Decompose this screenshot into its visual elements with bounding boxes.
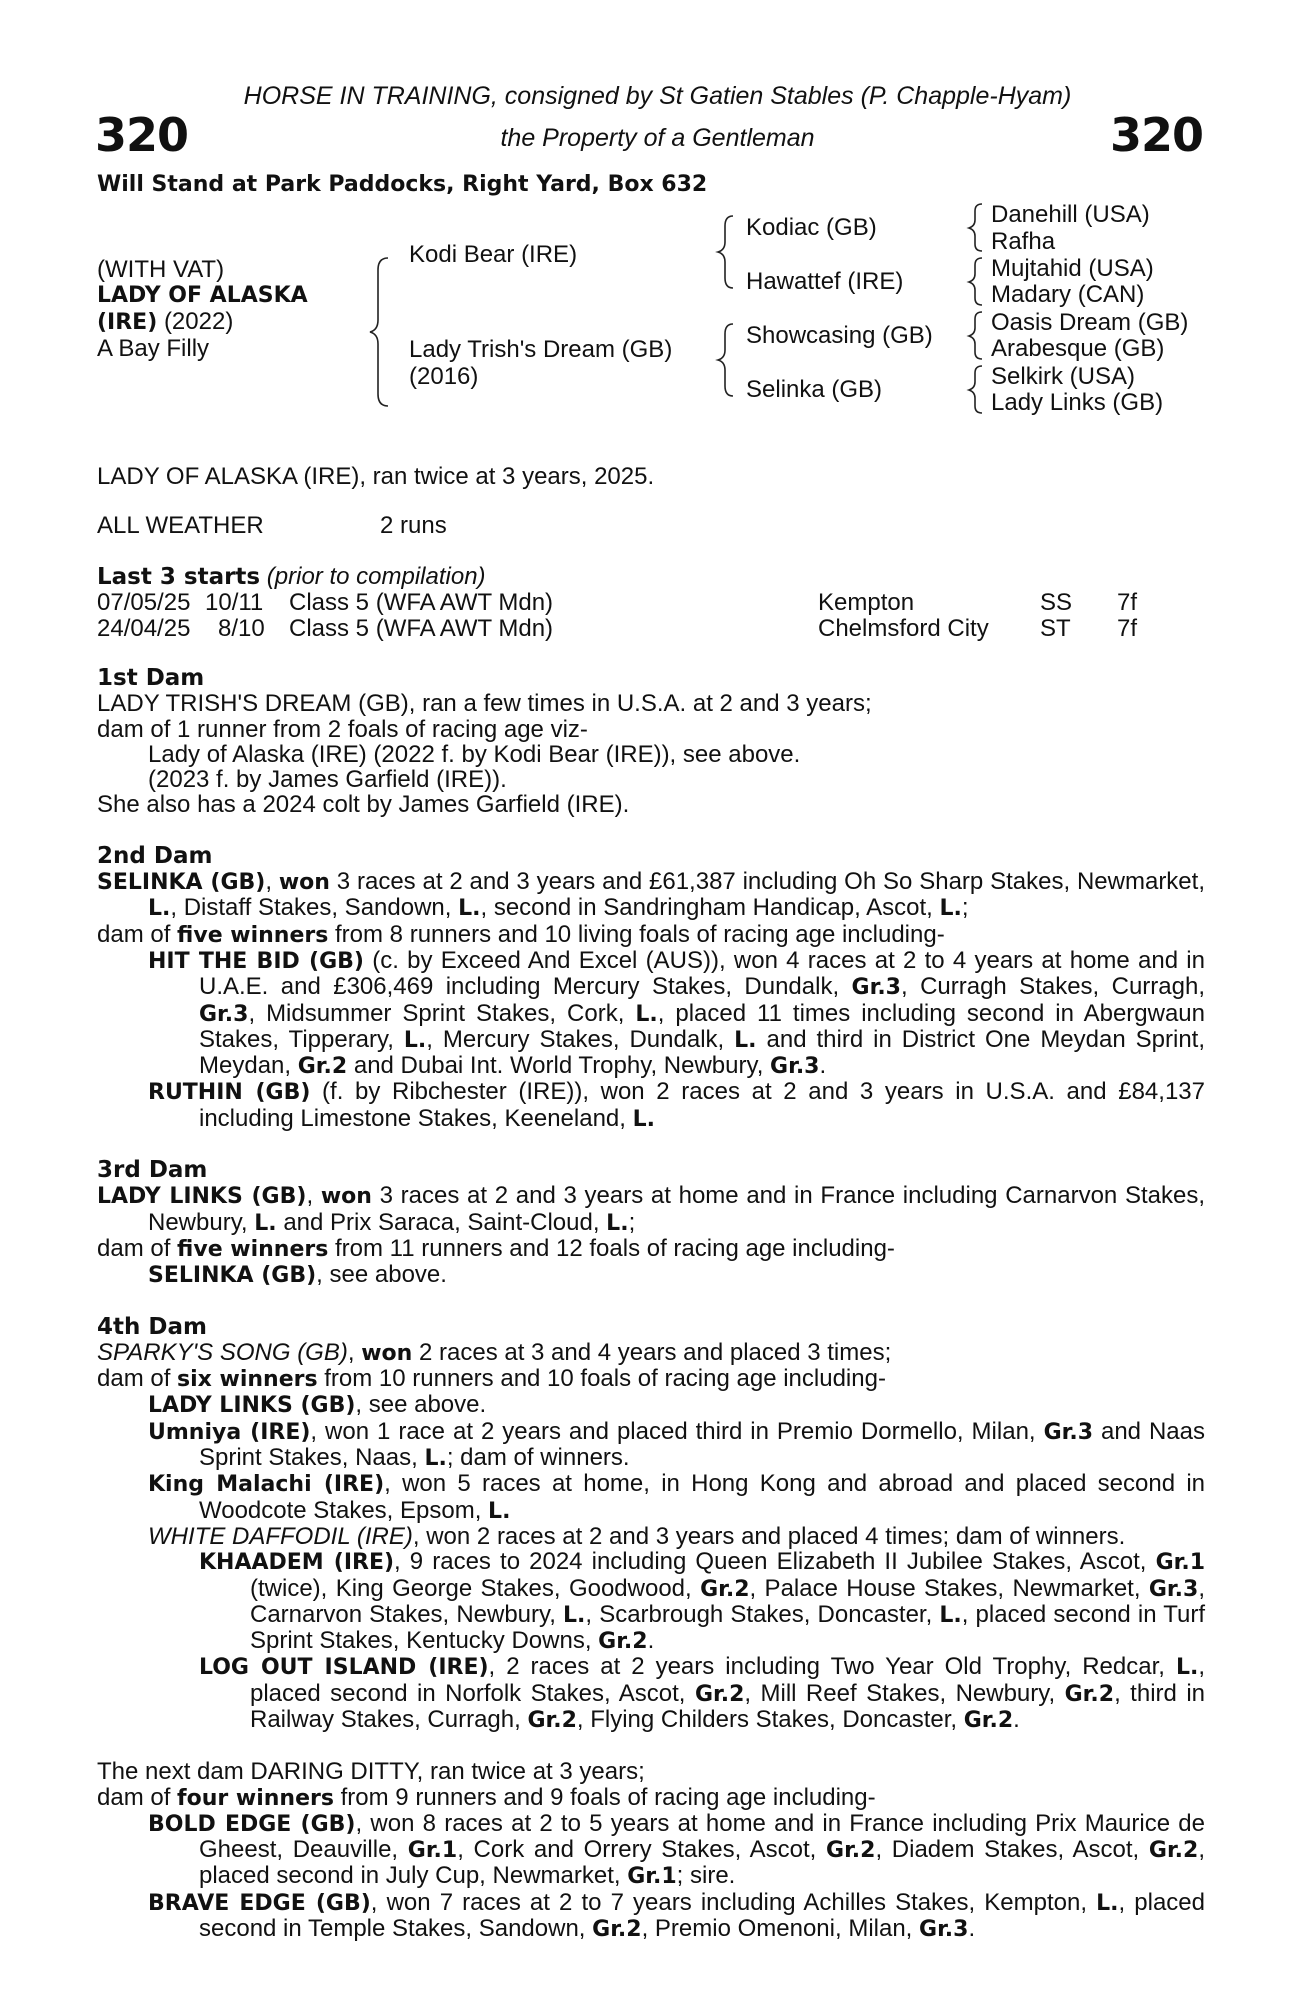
dam3-heading: 3rd Dam [97,1157,208,1184]
horse-description: A Bay Filly [97,335,210,362]
start-race: Class 5 (WFA AWT Mdn) [289,615,554,642]
property-line: the Property of a Gentleman [500,124,815,152]
pedigree-dds: Selkirk (USA) [991,363,1136,390]
dam4-foal-white-daffodil: WHITE DAFFODIL (IRE), won 2 races at 2 and 3 years and placed 4 times; dam of winners. [148,1522,1126,1550]
dam2-foal-hit-the-bid: HIT THE BID (GB) (c. by Exceed And Excel (AUS)), won 4 races at 2 to 4 years at home and in U.A.E. and £306,469 including Mercury Stakes, Dundalk, Gr.3, Curragh Stakes, Curragh, Gr.3, Midsummer Sprint Stakes, Cork, L., placed 11 times including second in Abergwaun Stakes, Tipperary, L., Mercury Stakes, Dundalk, L. and third in District One Meydan Sprint, Meydan, Gr.2 and Dubai Int. World Trophy, Newbury, Gr.3. [148,946,1206,1080]
start-position: 10/11 [205,589,264,616]
pedigree-sds: Mujtahid (USA) [991,255,1154,282]
start-distance: 7f [1117,589,1138,616]
start-distance: 7f [1117,615,1138,642]
last-starts-title: Last 3 starts [97,564,261,590]
start-race: Class 5 (WFA AWT Mdn) [289,589,554,616]
dam2-heading: 2nd Dam [97,842,213,869]
pedigree-sdd: Madary (CAN) [991,281,1145,308]
dam3-record: LADY LINKS (GB), won 3 races at 2 and 3 years at home and in France including Carnarvon Stakes, Newbury, L. and Prix Saraca, Saint-Cloud, L.; [97,1182,1206,1236]
dam4-foal-lady-links: LADY LINKS (GB), see above. [148,1391,487,1419]
pedigree-dam: Lady Trish's Dream (GB) [409,336,673,363]
start-course: Chelmsford City [818,615,989,642]
start-going: ST [1040,615,1071,642]
dam4-grandfoal-log-out-island: LOG OUT ISLAND (IRE), 2 races at 2 years including Two Year Old Trophy, Redcar, L., placed second in Norfolk Stakes, Ascot, Gr.2, Mill Reef Stakes, Newbury, Gr.2, third in Railway Stakes, Curragh, Gr.2, Flying Childers Stakes, Doncaster, Gr.2. [199,1653,1206,1733]
dam4-foal-king-malachi: King Malachi (IRE), won 5 races at home, in Hong Kong and abroad and placed second in Woodcote Stakes, Epsom, L. [148,1470,1206,1524]
dam4-grandfoal-khaadem: KHAADEM (IRE), 9 races to 2024 including Queen Elizabeth II Jubilee Stakes, Ascot, Gr.1 (twice), King George Stakes, Goodwood, Gr.2, Palace House Stakes, Newmarket, Gr.3, Carnarvon Stakes, Newbury, L., Scarbrough Stakes, Doncaster, L., placed second in Turf Sprint Stakes, Kentucky Downs, Gr.2. [199,1548,1206,1655]
dam2-foal-ruthin: RUTHIN (GB) (f. by Ribchester (IRE)), won 2 races at 2 and 3 years in U.S.A. and £84,137 including Limestone Stakes, Keeneland, L. [148,1078,1205,1132]
pedigree-ssd: Rafha [991,228,1056,255]
family-section [97,666,1205,1942]
pedigree-ddd: Lady Links (GB) [991,389,1164,416]
pedigree-sss: Danehill (USA) [991,201,1150,228]
lot-number-left: 320 [95,108,189,162]
next-foal-brave-edge: BRAVE EDGE (GB), won 7 races at 2 to 7 years including Achilles Stakes, Kempton, L., placed second in Temple Stakes, Sandown, Gr.2, Premio Omenoni, Milan, Gr.3. [148,1888,1205,1943]
surface-runs: 2 runs [380,512,447,539]
pedigree-dam-dam: Selinka (GB) [746,376,883,403]
surface-label: ALL WEATHER [97,512,264,539]
pedigree-sire: Kodi Bear (IRE) [409,241,578,268]
dam1-produce: Lady of Alaska (IRE) (2022 f. by Kodi Bear (IRE)), see above. [148,740,801,768]
dam4-foal-umniya: Umniya (IRE), won 1 race at 2 years and placed third in Premio Dormello, Milan, Gr.3 and Naas Sprint Stakes, Naas, L.; dam of winners. [148,1417,1206,1472]
dam1-line: LADY TRISH'S DREAM (GB), ran a few times in U.S.A. at 2 and 3 years; [97,690,872,718]
pedigree-dss: Oasis Dream (GB) [991,309,1189,336]
last-starts-heading [97,564,486,590]
race-summary: LADY OF ALASKA (IRE), ran twice at 3 years, 2025. [97,463,655,490]
dam1-heading: 1st Dam [97,665,205,691]
last-starts-note: (prior to compilation) [266,563,486,590]
start-position: 8/10 [218,615,265,642]
pedigree-sire-sire: Kodiac (GB) [746,214,877,241]
consignor-line: HORSE IN TRAINING, consigned by St Gatien Stables (P. Chapple-Hyam) [243,82,1072,110]
dam2-produce-summary: dam of five winners from 8 runners and 10 living foals of racing age including- [97,920,945,948]
start-date: 24/04/25 [97,615,191,642]
start-course: Kempton [818,589,915,616]
horse-name: LADY OF ALASKA [97,283,308,308]
next-dam-produce-summary: dam of four winners from 9 runners and 9 foals of racing age including- [97,1783,876,1811]
pedigree-dam-year: (2016) [409,363,479,390]
dam1-produce: (2023 f. by James Garfield (IRE)). [148,766,507,794]
dam1-line: She also has a 2024 colt by James Garfield (IRE). [97,791,630,819]
start-date: 07/05/25 [97,589,191,616]
lot-number-right: 320 [1109,108,1203,162]
next-foal-bold-edge: BOLD EDGE (GB), won 8 races at 2 to 5 years at home and in France including Prix Maurice de Gheest, Deauville, Gr.1, Cork and Orrery Stakes, Ascot, Gr.2, Diadem Stakes, Ascot, Gr.2, placed second in July Cup, Newmarket, Gr.1; sire. [148,1809,1206,1890]
dam3-foal-selinka: SELINKA (GB), see above. [148,1261,447,1289]
dam2-record: SELINKA (GB), won 3 races at 2 and 3 years and £61,387 including Oh So Sharp Stakes, Newmarket, L., Distaff Stakes, Sandown, L., second in Sandringham Handicap, Ascot, L.; [97,868,1205,922]
next-dam-record: The next dam DARING DITTY, ran twice at 3 years; [97,1758,645,1786]
horse-origin: (IRE) [97,310,158,335]
dam4-produce-summary: dam of six winners from 10 runners and 10 foals of racing age including- [97,1365,886,1393]
vat-note: (WITH VAT) [97,256,225,283]
dam4-heading: 4th Dam [97,1313,207,1340]
stand-location: Will Stand at Park Paddocks, Right Yard, Box 632 [97,172,708,197]
dam3-produce-summary: dam of five winners from 11 runners and 12 foals of racing age including- [97,1234,895,1262]
pedigree-sire-dam: Hawattef (IRE) [746,268,904,295]
start-going: SS [1040,589,1073,616]
pedigree-dsd: Arabesque (GB) [991,335,1165,362]
dam1-line: dam of 1 runner from 2 foals of racing age viz- [97,715,588,743]
horse-year: (2022) [163,308,234,335]
dam4-record: SPARKY'S SONG (GB), won 2 races at 3 and 4 years and placed 3 times; [97,1338,892,1366]
pedigree-dam-sire: Showcasing (GB) [746,322,933,349]
